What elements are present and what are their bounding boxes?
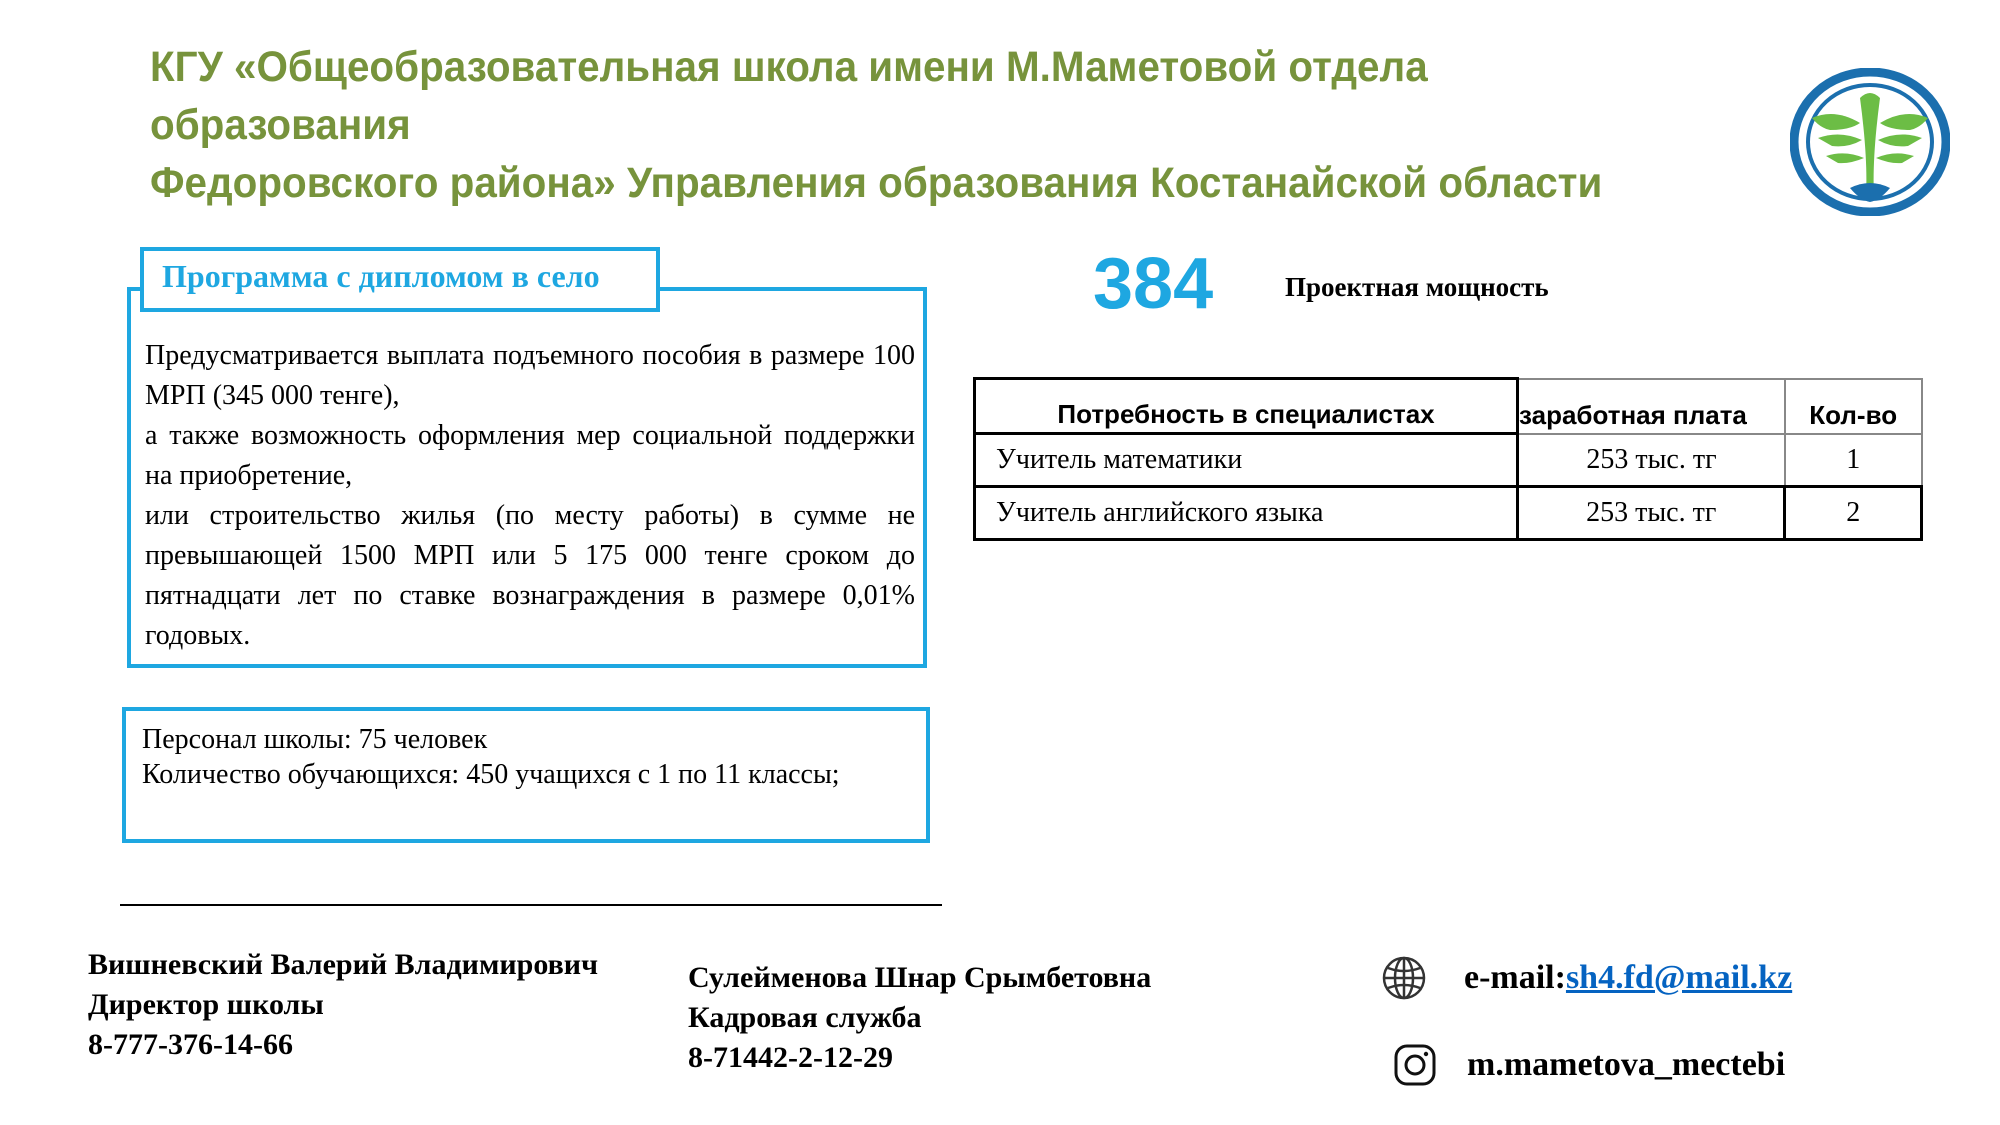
table-row bbox=[975, 487, 1922, 540]
table-header-salary: заработная плата bbox=[1518, 379, 1785, 434]
email-row bbox=[1380, 948, 1792, 1008]
students-count: Количество обучающихся: 450 учащихся с 1 по 11 классы; bbox=[142, 759, 840, 790]
instagram-handle[interactable]: m.mametova_mectebi bbox=[1467, 1046, 1786, 1083]
globe-icon bbox=[1380, 954, 1428, 1002]
hr-phone: 8-71442-2-12-29 bbox=[688, 1041, 893, 1074]
staff-count: Персонал школы: 75 человек bbox=[142, 724, 488, 755]
hr-name: Сулейменова Шнар Срымбетовна bbox=[688, 961, 1152, 994]
table-cell-specialist: Учитель английского языка bbox=[975, 487, 1518, 540]
program-paragraph-3: или строительство жилья (по месту работы) в сумме не превышающей 1500 МРП или 5 175 000 тенге сроком до пятнадцати лет по ставке вознаграждения в размере 0,01% годовых. bbox=[145, 500, 915, 651]
program-box-title: Программа с дипломом в село bbox=[162, 258, 600, 294]
director-name: Вишневский Валерий Владимирович bbox=[88, 948, 598, 981]
table-header-row bbox=[975, 379, 1922, 434]
table-cell-specialist: Учитель математики bbox=[975, 434, 1518, 487]
program-paragraph-2: а также возможность оформления мер социальной поддержки на приобретение, bbox=[145, 420, 915, 491]
capacity-value: 384 bbox=[1093, 244, 1214, 324]
table-row bbox=[975, 434, 1922, 487]
title-line-1: КГУ «Общеобразовательная школа имени М.Маметовой отдела образования bbox=[150, 43, 1428, 149]
capacity-label: Проектная мощность bbox=[1285, 272, 1549, 302]
instagram-row bbox=[1393, 1035, 1785, 1095]
table-header-count: Кол-во bbox=[1785, 379, 1922, 434]
program-box-text bbox=[145, 336, 915, 656]
director-position: Директор школы bbox=[88, 988, 324, 1021]
email-link[interactable]: sh4.fd@mail.kz bbox=[1565, 959, 1793, 996]
director-contact bbox=[88, 945, 598, 1065]
table-cell-count: 2 bbox=[1785, 487, 1922, 540]
page-title bbox=[150, 38, 1654, 212]
table-cell-salary: 253 тыс. тг bbox=[1518, 434, 1785, 487]
instagram-icon bbox=[1393, 1043, 1437, 1087]
hr-position: Кадровая служба bbox=[688, 1001, 922, 1034]
divider-line bbox=[120, 904, 942, 906]
title-line-2: Федоровского района» Управления образования Костанайской области bbox=[150, 159, 1603, 207]
program-paragraph-1: Предусматривается выплата подъемного пособия в размере 100 МРП (345 000 тенге), bbox=[145, 340, 915, 411]
table-header-specialist: Потребность в специалистах bbox=[975, 379, 1518, 434]
school-logo-icon bbox=[1790, 68, 1950, 216]
table-cell-count: 1 bbox=[1785, 434, 1922, 487]
specialists-table bbox=[973, 377, 1923, 541]
staff-box-text bbox=[142, 722, 840, 792]
director-phone: 8-777-376-14-66 bbox=[88, 1028, 293, 1061]
email-label: e-mail: bbox=[1464, 959, 1566, 996]
hr-contact bbox=[688, 958, 1151, 1078]
table-cell-salary: 253 тыс. тг bbox=[1518, 487, 1785, 540]
